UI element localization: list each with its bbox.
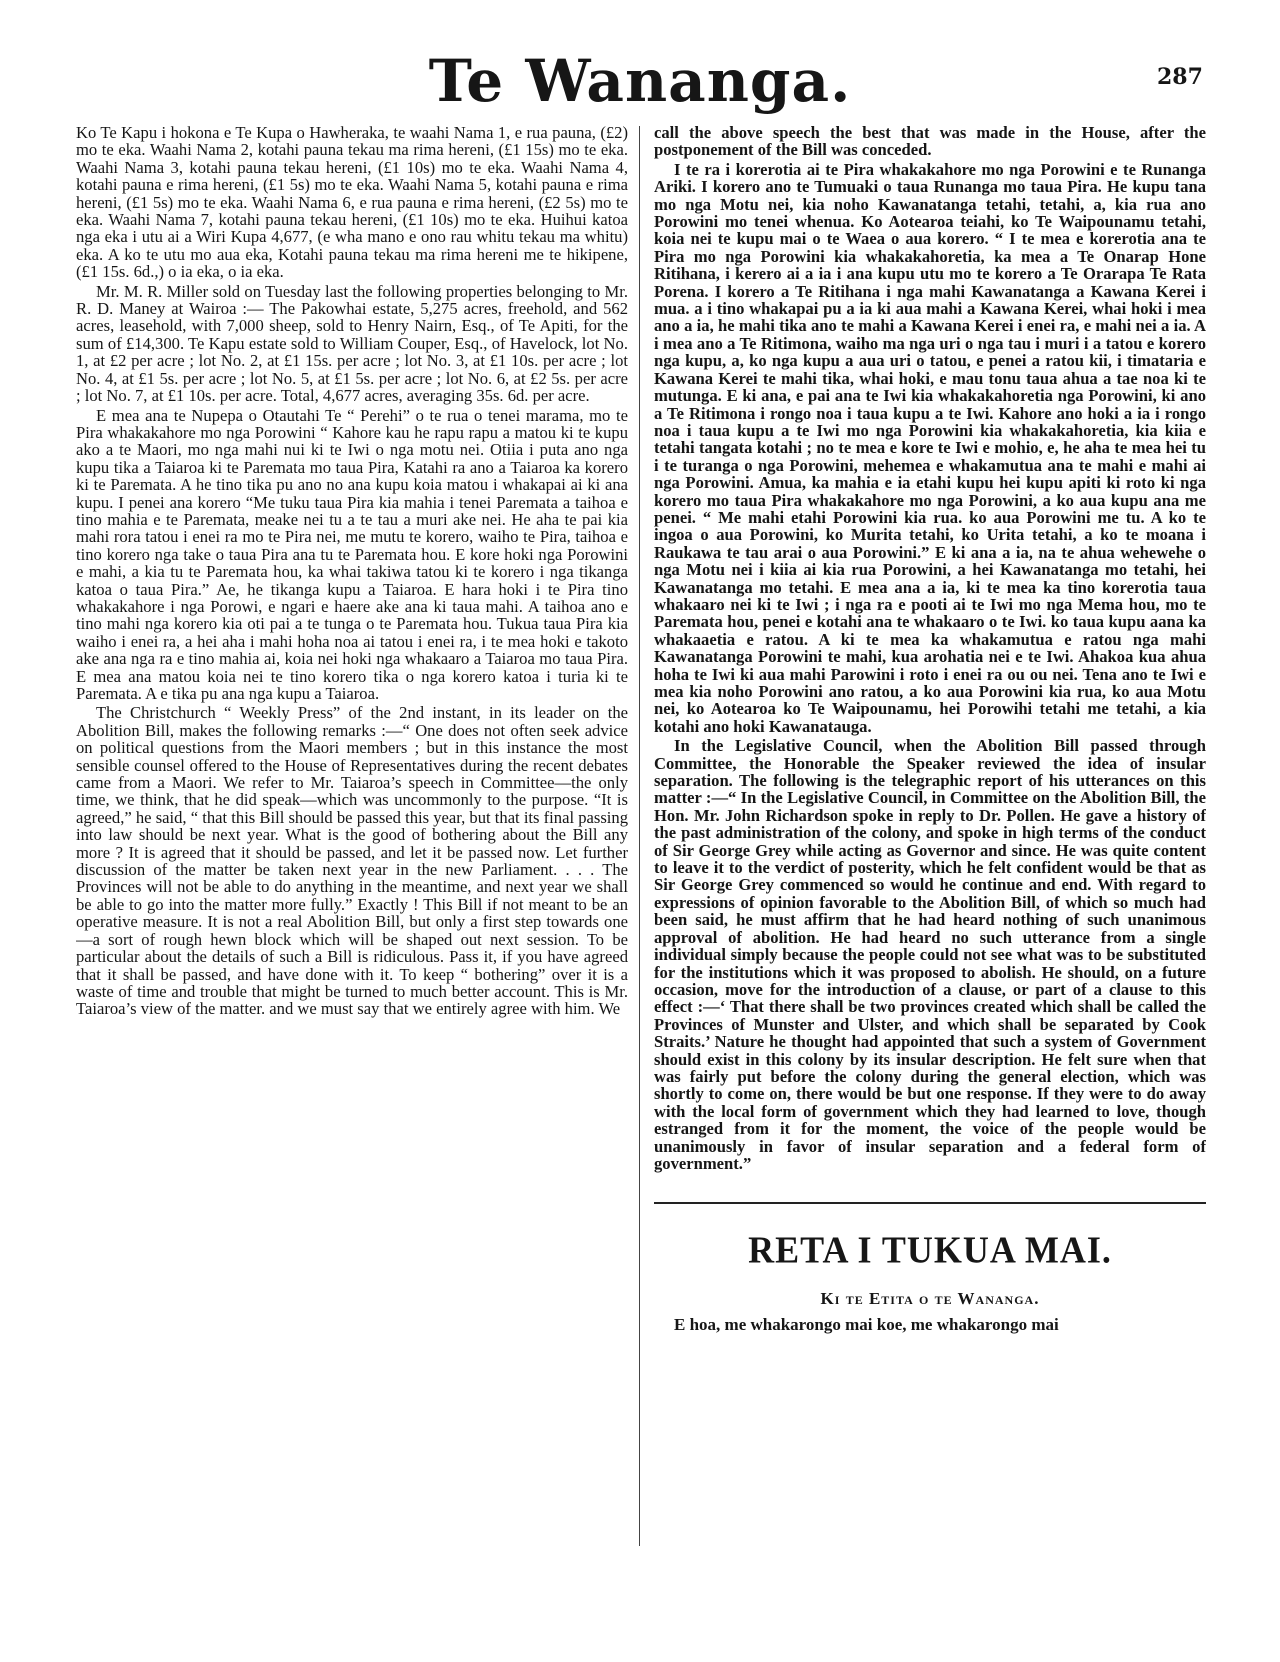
- article-paragraph: Mr. M. R. Miller sold on Tuesday last the following properties belonging to Mr. R. D. Maney at Wairoa :— The Pakowhai estate, 5,275 acres, freehold, and 562 acres, leasehold, with 7,000 sheep, sold to Henry Nairn, Esq., of Te Apiti, for the sum of £14,300. Te Kapu estate sold to William Couper, Esq., of Havelock, lot No. 1, at £2 per acre ; lot No. 2, at £1 15s. per acre ; lot No. 3, at £1 10s. per acre ; lot No. 4, at £1 5s. per acre ; lot No. 5, at £1 5s. per acre ; lot No. 6, at £2 5s. per acre ; lot No. 7, at £1 10s. per acre. Total, 4,677 acres, averaging 35s. 6d. per acre.: [76, 281, 628, 406]
- page-number: 287: [1157, 64, 1203, 90]
- letter-heading: RETA I TUKUA MAI.: [748, 1229, 1112, 1272]
- left-column: [76, 124, 628, 1554]
- masthead-title: Te Wananga.: [428, 47, 852, 115]
- column-divider: [639, 126, 640, 1546]
- right-column: [654, 124, 1206, 1554]
- article-paragraph: In the Legislative Council, when the Abolition Bill passed through Committee, the Honorable the Speaker reviewed the idea of insular separation. The following is the telegraphic report of his utterances on this matter :—“ In the Legislative Council, in Committee on the Abolition Bill, the Hon. Mr. John Richardson spoke in reply to Dr. Pollen. He gave a history of the past administration of the colony, and spoke in high terms of the conduct of Sir George Grey while acting as Governor and since. He was quite content to leave it to the verdict of posterity, which he felt confident would be that as Sir George Grey commenced so would he continue and end. With regard to expressions of opinion favorable to the Abolition Bill, of which so much had been said, he must affirm that he had heard nothing of such unanimous approval of abolition. He had heard no such utterance from a single individual simply because the people could not see what was to be substituted for the institutions which it was proposed to abolish. He should, on a future occasion, move for the introduction of a clause, or part of a clause to this effect :—‘ That there shall be two provinces created which shall be called the Provinces of Munster and Ulster, and which shall be separated by Cook Straits.’ Nature he thought had appointed that such a system of Government should exist in this colony by its insular description. He felt sure when that was fairly put before the colony during the general election, which was shortly to come on, there would be but one response. If they were to do away with the local form of government which they had learned to love, though estranged from it for the moment, the voice of the people would be unanimously in favor of insular separation and a federal form of government.”: [654, 736, 1206, 1173]
- article-paragraph: call the above speech the best that was made in the House, after the postponement of the Bill was conceded.: [654, 124, 1206, 160]
- letter-subheading: Ki te Etita o te Wananga.: [820, 1289, 1040, 1309]
- article-paragraph: I te ra i korerotia ai te Pira whakakahore mo nga Porowini e te Runanga Ariki. I korero ano te Tumuaki o taua Runanga mo taua Pira. He kupu tana mo nga Motu nei, kia noho Kawanatanga tetahi, tetahi, a, kia rua ano Porowini mo tenei whenua. Ko Aotearoa teiahi, ko Te Waipounamu tetahi, koia nei te kupu mai o te Waea o aua korero. “ I te mea e korerotia ana te Pira mo nga Porowini kia whakakahoretia, ka mea a Te Onarap Hone Ritihana, i kerero ai a ia i ana kupu utu mo te korero a Te Orarapa Te Rata Porena. I korero a Te Ritihana i nga mahi Kawanatanga a Kawana Kerei i mua. a i tino whakapai pu a ia ki aua mahi a Kawana Kerei, whai hoki i mea ano a ia, he mahi tika ano te mahi a Kawana Kerei i enei ra, e mahi nei a ia. A i mea ano a Te Ritimona, waiho ma nga uri o nga tau i muri i a tatou e korero nga kupu, a, ko nga kupu a aua uri o tatou, e penei a ratou kii, i timataria e Kawana Kerei te mahi tika, whai hoki, e mau tonu taua ahua a tae noa ki te mutunga. E ki ana, e pai ana te Iwi kia whakakahoretia nga Porowini, ki ano a Te Ritimona i rongo noa i taua kupu a te Iwi. Kahore ano hoki a ia i rongo noa i taua kupu a te Iwi mo nga Porowini kia whakakahoretia, kia kiia e tetahi tangata kotahi ; no te mea e kore te Iwi e mohio, e, he aha te mea hei tu i te turanga o nga Porowini, mehemea e whakamutua ana te mahi e mahi ai nga Porowini. Amua, ka mahia e ia etahi kupu hei kupu apiti ki roto ki nga korero mo taua Pira whakakahore mo nga Porowini, a ko aua kupu ana me penei. “ Me mahi etahi Porowini kia rua. ko aua Porowini me tu. A ko te ingoa o aua Porowini, ko Murita tetahi, ko Urita tetahi, a ko te moana i Raukawa te tau arai o aua Porowini.” E ki ana a ia, na te ahua wehewehe o nga Motu nei i kiia ai kia rua Porowini, a hei Kawanatanga mo tetahi, hei Kawanatanga mo tetahi. E mea ana a ia, ki te mea ka tino korerotia taua whakaaro nei ki te Iwi ; i nga ra e pooti ai te Iwi mo nga Mema hou, mo te Paremata hou, penei e kotahi ana te whakaaro o te Iwi. ko taua kupu aana ka whakaaetia e ratou. A ki te mea ka whakamutua e ratou nga mahi Kawanatanga Porowini te mahi, kua arohatia nei e te Iwi. Ahakoa kua ahua hoha te Iwi ki aua mahi Parowini i roto i enei ra ou ou nei. Tena ano te Iwi e mea kia noho Porowini ano ratou, a ko aua Porowini kia rua, ko aua Motu nei, ko Aotearoa ko Te Waipounamu, hei Porowihi tetahi me tetahi, a kia kotahi ano hoki Kawanatauga.: [654, 159, 1206, 736]
- letter-salutation: E hoa, me whakarongo mai koe, me whakarongo mai: [674, 1314, 1059, 1334]
- section-rule: [654, 1202, 1206, 1204]
- article-paragraph: E mea ana te Nupepa o Otautahi Te “ Perehi” o te rua o tenei marama, mo te Pira whakakahore mo nga Porowini “ Kahore kau he rapu rapu a matou ki te kupu ako a te Maori, mo nga mahi nui ki te Iwi o nga motu nei. Otiia i puta ano nga kupu tika a Taiaroa ki te Paremata mo taua Pira, Katahi ra ano a Taiaroa ka korero ki te Paremata. A he tino tika pu ano no ana kupu koia matou i whakapai ai ki ana kupu. I penei ana korero “Me tuku taua Pira kia mahia i tenei Paremata a taihoa e tino mahia e te Paremata, meake nei tu a te tau a muri ake nei. He aha te pai kia mahi rora tatou i enei ra mo te Pira nei, me mutu te korero, waiho te Pira, taihoa e tino korero nga take o taua Pira ana tu te Paremata hou. E kore hoki nga Porowini e mahi, a kia tu te Paremata hou, ka whai takiwa tatou ki te korero i nga tikanga katoa o taua Pira.” Ae, he tikanga kupu a Taiaroa. E hara hoki i te Pira tino whakakahore i nga Porowi, e ngari e haere ake ana ki taua mahi. A taihoa ano e tino mahi nga korero kia oti pai a te tunga o te Paremata hou. Tukua taua Pira kia waiho i enei ra, a hei aha i mahi hoha noa ai tatou i enei ra, i te mea hoki e takoto ake ana nga ra e tino mahia ai, koia nei hoki nga whakaaro a Taiaroa mo taua Pira. E mea ana matou koia nei te tino korero tika o nga korero katoa i turia ki te Paremata. A e tika pu ana nga kupu a Taiaroa.: [76, 405, 628, 703]
- article-paragraph: Ko Te Kapu i hokona e Te Kupa o Hawheraka, te waahi Nama 1, e rua pauna, (£2) mo te eka. Waahi Nama 2, kotahi pauna tekau ma rima hereni, (£1 15s) mo te eka. Waahi Nama 3, kotahi pauna tekau hereni, (£1 10s) mo te eka. Waahi Nama 4, kotahi pauna e rima hereni, (£1 5s) mo te eka. Waahi Nama 5, kotahi pauna e rima hereni, (£1 5s) mo te eka. Waahi Nama 6, e rua pauna e rima hereni, (£2 5s) mo te eka. Waahi Nama 7, kotahi pauna tekau hereni, (£1 10s) mo te eka. Huihui katoa nga eka i utu ai a Wiri Kupa 4,677, (e wha mano e ono rau whitu tekau ma whitu) eka. A ko te utu mo aua eka, Kotahi pauna tekau ma rima hereni me te hikipene, (£1 15s. 6d.,) o ia eka, o ia eka.: [76, 124, 628, 282]
- article-paragraph: The Christchurch “ Weekly Press” of the 2nd instant, in its leader on the Abolition Bill, makes the following remarks :—“ One does not often seek advice on political questions from the Maori members ; but in this instance the most sensible counsel offered to the House of Representatives during the recent debates came from a Maori. We refer to Mr. Taiaroa’s speech in Committee—the only time, we think, that he did speak—which was uncommonly to the purpose. “It is agreed,” he said, “ that this Bill should be passed this year, but that its final passing into law should be next year. What is the good of bothering about the Bill any more ? It is agreed that it should be passed, and let it be passed now. Let further discussion of the matter be taken next year in the new Parliament. . . . The Provinces will not be able to do anything in the meantime, and next year we shall be able to go into the matter more fully.” Exactly ! This Bill if not meant to be an operative measure. It is not a real Abolition Bill, but only a first step towards one—a sort of rough hewn block which will be shaped out next session. To be particular about the details of such a Bill is ridiculous. Pass it, if you have agreed that it shall be passed, and have done with it. To keep “ bothering” over it is a waste of time and trouble that might be turned to much better account. This is Mr. Taiaroa’s view of the matter. and we must say that we entirely agree with him. We: [76, 703, 628, 1019]
